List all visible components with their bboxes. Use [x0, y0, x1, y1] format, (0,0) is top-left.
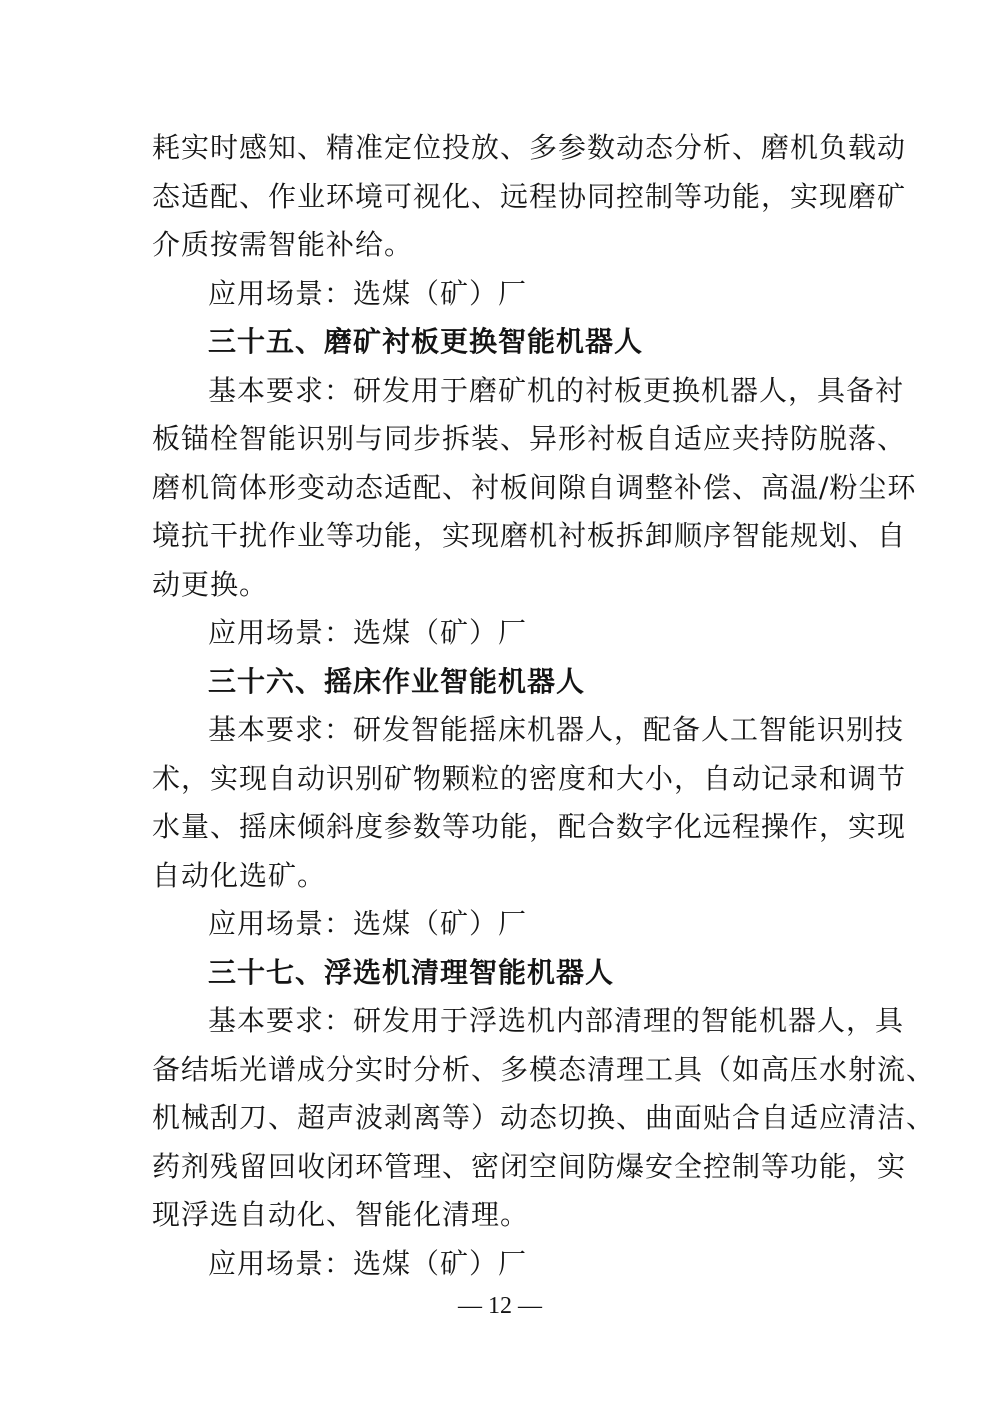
application-scenario-line: 应用场景：选煤（矿）厂 — [208, 277, 528, 310]
paragraph-line: 磨机筒体形变动态适配、衬板间隙自调整补偿、高温/粉尘环 — [152, 471, 917, 504]
paragraph-line: 动更换。 — [152, 568, 269, 601]
paragraph-line: 耗实时感知、精准定位投放、多参数动态分析、磨机负载动 — [152, 131, 907, 164]
paragraph-line: 药剂残留回收闭环管理、密闭空间防爆安全控制等功能，实 — [152, 1150, 907, 1183]
paragraph-line: 自动化选矿。 — [152, 859, 327, 892]
page-number: — 12 — — [458, 1293, 542, 1319]
paragraph-line: 基本要求：研发用于浮选机内部清理的智能机器人，具 — [208, 1004, 905, 1037]
paragraph-line: 基本要求：研发用于磨矿机的衬板更换机器人，具备衬 — [208, 374, 905, 407]
paragraph-line: 现浮选自动化、智能化清理。 — [152, 1198, 530, 1231]
paragraph-line: 基本要求：研发智能摇床机器人，配备人工智能识别技 — [208, 713, 905, 746]
section-heading-36: 三十六、摇床作业智能机器人 — [208, 665, 586, 698]
section-heading-35: 三十五、磨矿衬板更换智能机器人 — [208, 325, 644, 358]
application-scenario-line: 应用场景：选煤（矿）厂 — [208, 1247, 528, 1280]
paragraph-line: 水量、摇床倾斜度参数等功能，配合数字化远程操作，实现 — [152, 810, 907, 843]
section-heading-37: 三十七、浮选机清理智能机器人 — [208, 956, 615, 989]
paragraph-line: 境抗干扰作业等功能，实现磨机衬板拆卸顺序智能规划、自 — [152, 519, 907, 552]
application-scenario-line: 应用场景：选煤（矿）厂 — [208, 616, 528, 649]
paragraph-line: 备结垢光谱成分实时分析、多模态清理工具（如高压水射流、 — [152, 1053, 936, 1086]
paragraph-line: 介质按需智能补给。 — [152, 228, 414, 261]
paragraph-line: 板锚栓智能识别与同步拆装、异形衬板自适应夹持防脱落、 — [152, 422, 907, 455]
paragraph-line: 机械刮刀、超声波剥离等）动态切换、曲面贴合自适应清洁、 — [152, 1101, 936, 1134]
paragraph-line: 术，实现自动识别矿物颗粒的密度和大小，自动记录和调节 — [152, 762, 907, 795]
application-scenario-line: 应用场景：选煤（矿）厂 — [208, 907, 528, 940]
paragraph-line: 态适配、作业环境可视化、远程协同控制等功能，实现磨矿 — [152, 180, 907, 213]
